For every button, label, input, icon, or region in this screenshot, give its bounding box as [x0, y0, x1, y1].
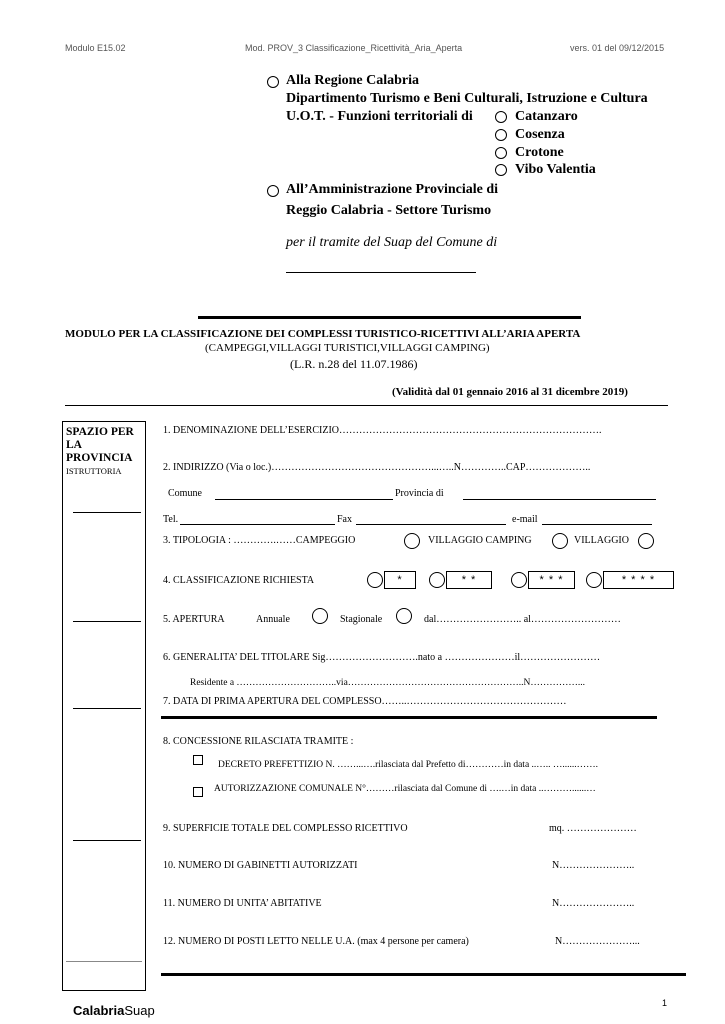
uot-cosenza-radio[interactable]: [495, 129, 507, 141]
sidebar-line-2[interactable]: [73, 621, 141, 622]
header-version: vers. 01 del 09/12/2015: [570, 43, 665, 53]
field-residenza[interactable]: Residente a …………………………..via………………………………………………..N……………...: [190, 678, 586, 688]
province-title: All’Amministrazione Provinciale di: [286, 182, 499, 197]
apertura-label: 5. APERTURA: [163, 614, 225, 625]
province-sidebar-box: [62, 421, 146, 991]
autorizzazione-comunale-line[interactable]: AUTORIZZAZIONE COMUNALE N°………rilasciata dal Comune di ….…in data ..………......…: [214, 784, 596, 794]
stars-4-box: * * * *: [603, 571, 674, 589]
field-indirizzo[interactable]: 2. INDIRIZZO (Via o loc.)…………………………………………...…..N…………..CAP………………..: [163, 462, 591, 473]
uot-catanzaro-radio[interactable]: [495, 111, 507, 123]
field-titolare[interactable]: 6. GENERALITA’ DEL TITOLARE Sig……………………….nato a …………………il……………………: [163, 652, 601, 663]
suap-comune-line[interactable]: [286, 272, 476, 273]
form-subtitle: (CAMPEGGI,VILLAGGI TURISTICI,VILLAGGI CAMPING): [205, 342, 490, 354]
uot-cosenza-label: Cosenza: [515, 127, 565, 142]
fax-input-line[interactable]: [356, 524, 506, 525]
field-denominazione[interactable]: 1. DENOMINAZIONE DELL’ESERCIZIO…………………………………………………………………….: [163, 425, 602, 436]
tipologia-villaggio-label: VILLAGGIO: [574, 535, 629, 546]
suap-note: per il tramite del Suap del Comune di: [286, 235, 498, 250]
bottom-rule: [161, 973, 686, 976]
form-title: MODULO PER LA CLASSIFICAZIONE DEI COMPLESSI TURISTICO-RICETTIVI ALL’ARIA APERTA: [65, 328, 581, 340]
uot-title: U.O.T. - Funzioni territoriali di: [286, 109, 473, 124]
gabinetti-value[interactable]: N…………………..: [552, 860, 635, 871]
section-divider: [161, 716, 657, 719]
region-radio[interactable]: [267, 76, 279, 88]
apertura-stagionale-radio[interactable]: [396, 608, 412, 624]
sidebar-line-4[interactable]: [73, 840, 141, 841]
field-data-apertura[interactable]: 7. DATA DI PRIMA APERTURA DEL COMPLESSO……..…………………………………………: [163, 696, 567, 707]
apertura-stagionale-label: Stagionale: [340, 614, 383, 625]
email-input-line[interactable]: [542, 524, 652, 525]
title-rule: [198, 316, 581, 319]
classificazione-label: 4. CLASSIFICAZIONE RICHIESTA: [163, 575, 315, 586]
header-document-name: Mod. PROV_3 Classificazione_Ricettività_Aria_Aperta: [245, 43, 463, 53]
unita-abitative-value[interactable]: N…………………..: [552, 898, 635, 909]
sidebar-title-3: PROVINCIA: [66, 452, 133, 464]
concessione-label: 8. CONCESSIONE RILASCIATA TRAMITE :: [163, 736, 354, 747]
posti-letto-label: 12. NUMERO DI POSTI LETTO NELLE U.A. (max 4 persone per camera): [163, 936, 469, 947]
provincia-label: Provincia di: [395, 488, 444, 499]
apertura-annuale-radio[interactable]: [312, 608, 328, 624]
superficie-label: 9. SUPERFICIE TOTALE DEL COMPLESSO RICETTIVO: [163, 823, 408, 834]
comune-label: Comune: [168, 488, 202, 499]
stars-3-radio[interactable]: [511, 572, 527, 588]
province-radio[interactable]: [267, 185, 279, 197]
superficie-value[interactable]: mq. …………………: [549, 823, 637, 834]
provincia-input-line[interactable]: [463, 499, 656, 500]
unita-abitative-label: 11. NUMERO DI UNITA’ ABITATIVE: [163, 898, 322, 909]
apertura-dal-al[interactable]: dal…………………….. al………………………: [424, 614, 621, 625]
form-law: (L.R. n.28 del 11.07.1986): [290, 357, 418, 371]
stars-1-box: *: [384, 571, 416, 589]
department-title: Dipartimento Turismo e Beni Culturali, Istruzione e Cultura: [286, 91, 648, 106]
uot-crotone-radio[interactable]: [495, 147, 507, 159]
header-divider: [65, 405, 668, 406]
sidebar-title-1: SPAZIO PER: [66, 426, 134, 438]
province-sector: Reggio Calabria - Settore Turismo: [286, 203, 492, 218]
stars-1-radio[interactable]: [367, 572, 383, 588]
autorizzazione-comunale-checkbox[interactable]: [193, 787, 203, 797]
decreto-prefettizio-checkbox[interactable]: [193, 755, 203, 765]
comune-input-line[interactable]: [215, 499, 393, 500]
tipologia-label: 3. TIPOLOGIA : ………….……CAMPEGGIO: [163, 535, 356, 546]
tel-label: Tel.: [163, 514, 179, 525]
tipologia-villaggio-camping-radio[interactable]: [552, 533, 568, 549]
tipologia-campeggio-radio[interactable]: [404, 533, 420, 549]
validity-note: (Validità dal 01 gennaio 2016 al 31 dicembre 2019): [392, 386, 628, 398]
uot-vibo-valentia-radio[interactable]: [495, 164, 507, 176]
tipologia-villaggio-radio[interactable]: [638, 533, 654, 549]
calabria-suap-logo: CalabriaSuap: [73, 1003, 155, 1018]
decreto-prefettizio-line[interactable]: DECRETO PREFETTIZIO N. ……...….rilasciata dal Prefetto di…………in data ..….. …......…….: [218, 760, 599, 770]
gabinetti-label: 10. NUMERO DI GABINETTI AUTORIZZATI: [163, 860, 358, 871]
uot-crotone-label: Crotone: [515, 145, 564, 160]
sidebar-line-5[interactable]: [66, 961, 142, 962]
stars-2-radio[interactable]: [429, 572, 445, 588]
page-number: 1: [662, 998, 668, 1008]
uot-catanzaro-label: Catanzaro: [515, 109, 578, 124]
sidebar-line-3[interactable]: [73, 708, 141, 709]
region-title: Alla Regione Calabria: [286, 73, 419, 88]
sidebar-subtitle: ISTRUTTORIA: [66, 466, 122, 476]
email-label: e-mail: [512, 514, 538, 525]
apertura-annuale-label: Annuale: [256, 614, 290, 625]
sidebar-title-2: LA: [66, 439, 82, 451]
header-module-code: Modulo E15.02: [65, 43, 126, 53]
tipologia-villaggio-camping-label: VILLAGGIO CAMPING: [428, 535, 532, 546]
posti-letto-value[interactable]: N…………………...: [555, 936, 640, 947]
tel-input-line[interactable]: [180, 524, 335, 525]
uot-vibo-valentia-label: Vibo Valentia: [515, 162, 596, 177]
stars-4-radio[interactable]: [586, 572, 602, 588]
sidebar-line-1[interactable]: [73, 512, 141, 513]
fax-label: Fax: [337, 514, 352, 525]
stars-2-box: * *: [446, 571, 492, 589]
stars-3-box: * * *: [528, 571, 575, 589]
